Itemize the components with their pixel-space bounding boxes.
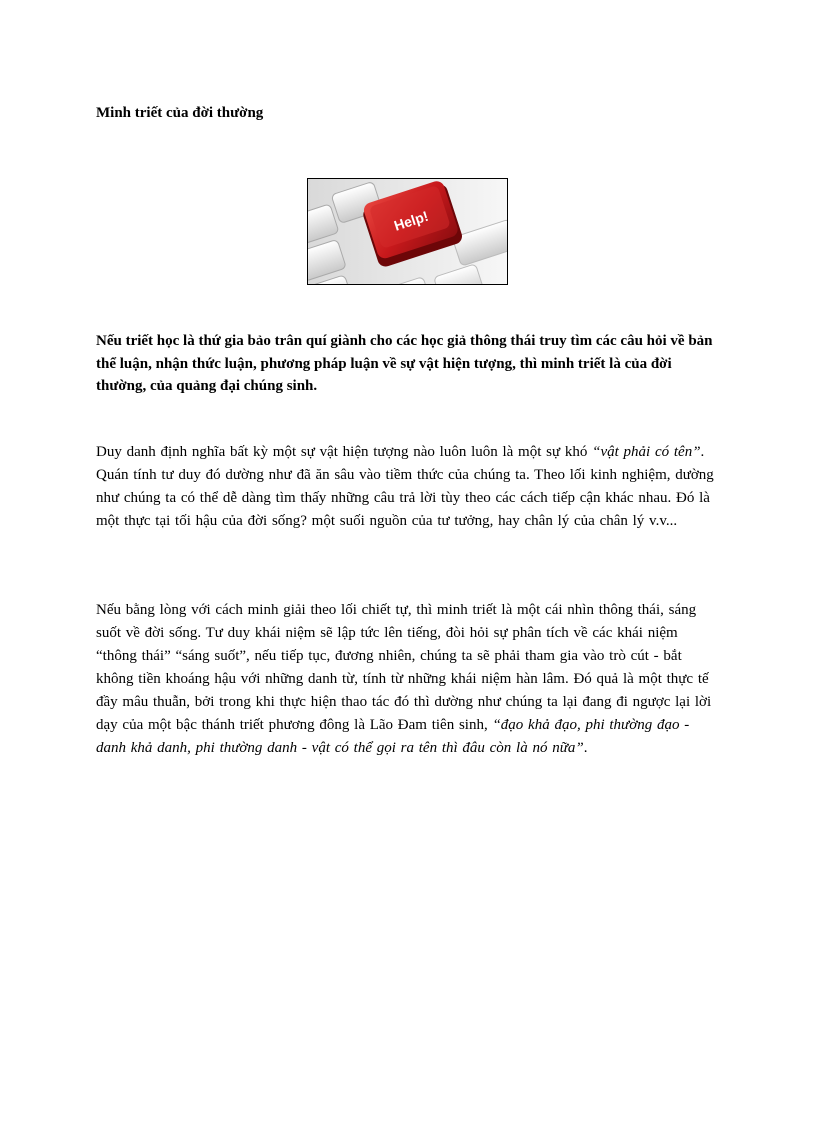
paragraph-2-rest: .: [583, 740, 588, 756]
page-title: Minh triết của đời thường: [96, 105, 264, 121]
help-key-image: [307, 178, 508, 285]
keyboard-illustration: [308, 179, 507, 284]
paragraph-1-text: Duy danh định nghĩa bất kỳ một sự vật hiện tượng nào luôn luôn là một sự khó: [96, 444, 593, 460]
body-paragraph-2: [96, 599, 716, 760]
help-key-label: Help!: [391, 207, 431, 234]
paragraph-1-rest: . Quán tính tư duy đó dường như đã ăn sâu vào tiềm thức của chúng ta. Theo lối kinh nghiệm, dường như chúng ta có thể dễ dàng tìm thấy những câu trả lời tùy theo các cách tiếp cận khác nhau. Đó là một thực tại tối hậu của đời sống? một suối nguồn của tư tưởng, hay chân lý của chân lý v.v...: [96, 444, 714, 529]
paragraph-2-quote: “đạo khả đạo, phi thường đạo - danh khả danh, phi thường danh - vật có thể gọi ra tên thì đâu còn là nó nữa”: [96, 717, 690, 756]
body-paragraph-1: [96, 441, 716, 533]
paragraph-1-quote: “vật phải có tên”: [592, 444, 701, 460]
paragraph-2-text: Nếu bằng lòng với cách minh giải theo lối chiết tự, thì minh triết là một cái nhìn thông thái, sáng suốt về đời sống. Tư duy khái niệm sẽ lập tức lên tiếng, đòi hỏi sự phân tích về các khái niệm “thông thái” “sáng suốt”, nếu tiếp tục, đương nhiên, chúng ta sẽ phải tham gia vào trò cút - bắt không tiền khoáng hậu với những danh từ, tính từ những khái niệm hàn lâm. Đó quả là một thực tế đầy mâu thuẫn, bởi trong khi thực hiện thao tác đó thì dường như chúng ta lại đang đi ngược lại lời dạy của một bậc thánh triết phương đông là Lão Đam tiên sinh,: [96, 602, 712, 733]
lead-paragraph: Nếu triết học là thứ gia bảo trân quí giành cho các học giả thông thái truy tìm các câu hỏi về bản thể luận, nhận thức luận, phương pháp luận về sự vật hiện tượng, thì minh triết là của đời thường, của quảng đại chúng sinh.: [96, 333, 713, 394]
